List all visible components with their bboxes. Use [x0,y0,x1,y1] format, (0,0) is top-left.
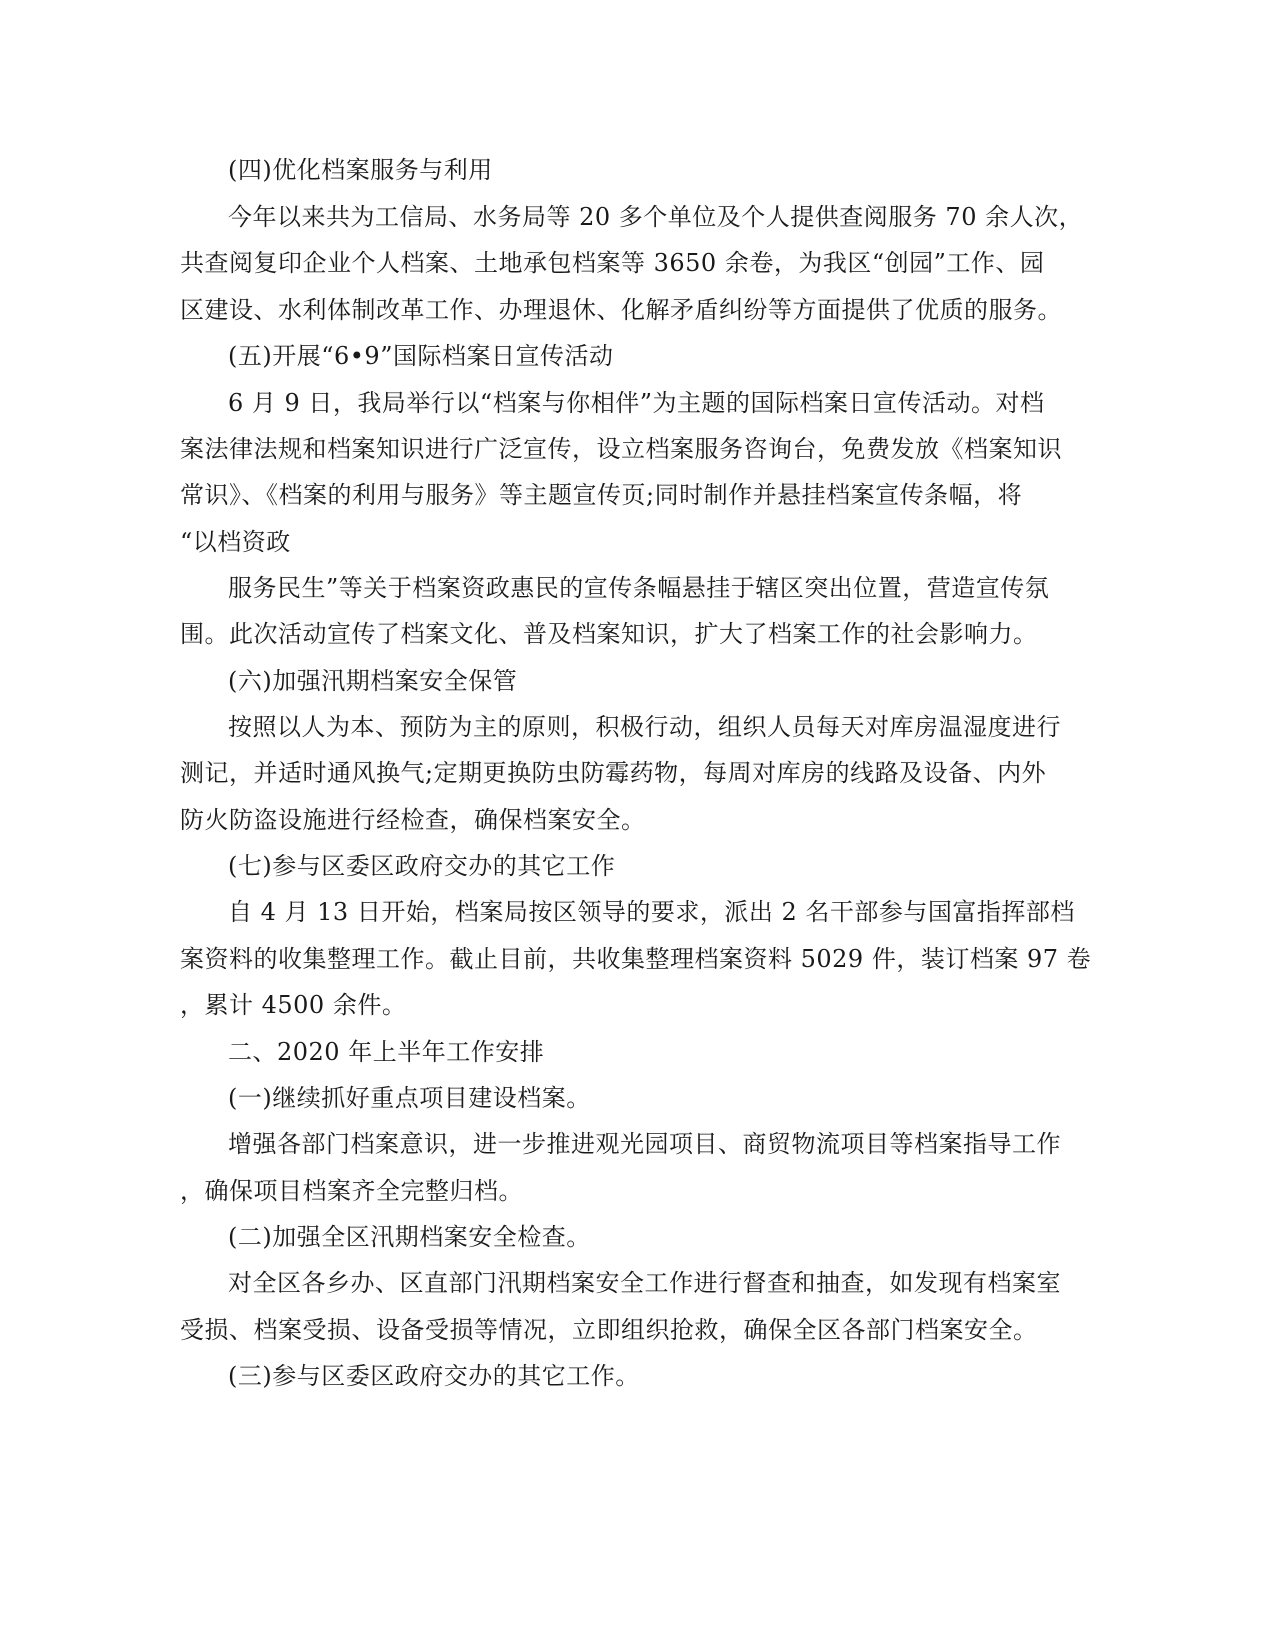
paragraph-line: 今年以来共为工信局、水务局等 20 多个单位及个人提供查阅服务 70 余人次， [228,203,1084,231]
paragraph-line: 增强各部门档案意识，进一步推进观光园项目、商贸物流项目等档案指导工作 [228,1130,1061,1158]
paragraph-line: 自 4 月 13 日开始，档案局按区领导的要求，派出 2 名干部参与国富指挥部档 [228,898,1075,926]
paragraph-line: 对全区各乡办、区直部门汛期档案安全工作进行督查和抽查，如发现有档案室 [228,1269,1061,1297]
paragraph-line: 区建设、水利体制改革工作、办理退休、化解矛盾纠纷等方面提供了优质的服务。 [180,296,1062,324]
paragraph-line: 防火防盗设施进行经检查，确保档案安全。 [180,806,646,834]
section-heading: (三)参与区委区政府交办的其它工作。 [228,1362,640,1390]
paragraph-line: 测记，并适时通风换气;定期更换防虫防霉药物，每周对库房的线路及设备、内外 [180,759,1047,787]
section-heading: (一)继续抓好重点项目建设档案。 [228,1084,591,1112]
paragraph-line: ，累计 4500 余件。 [180,991,407,1019]
paragraph-line: 共查阅复印企业个人档案、土地承包档案等 3650 余卷，为我区“创园”工作、园 [180,249,1045,277]
paragraph-line: 案资料的收集整理工作。截止目前，共收集整理档案资料 5029 件，装订档案 97 卷 [180,945,1092,973]
section-heading: (五)开展“6•9”国际档案日宣传活动 [228,342,614,370]
paragraph-line: “以档资政 [180,528,291,556]
paragraph-line: 6 月 9 日，我局举行以“档案与你相伴”为主题的国际档案日宣传活动。对档 [228,389,1045,417]
paragraph-line: 按照以人为本、预防为主的原则，积极行动，组织人员每天对库房温湿度进行 [228,713,1061,741]
section-heading: (四)优化档案服务与利用 [228,156,493,184]
section-heading: (六)加强汛期档案安全保管 [228,667,518,695]
section-heading: (二)加强全区汛期档案安全检查。 [228,1223,591,1251]
paragraph-line: 受损、档案受损、设备受损等情况，立即组织抢救，确保全区各部门档案安全。 [180,1316,1038,1344]
paragraph-line: 服务民生”等关于档案资政惠民的宣传条幅悬挂于辖区突出位置，营造宣传氛 [228,574,1050,602]
paragraph-line: 围。此次活动宣传了档案文化、普及档案知识，扩大了档案工作的社会影响力。 [180,620,1038,648]
section-heading: 二、2020 年上半年工作安排 [228,1038,545,1066]
paragraph-line: 常识》、《档案的利用与服务》等主题宣传页;同时制作并悬挂档案宣传条幅，将 [180,481,1023,509]
section-heading: (七)参与区委区政府交办的其它工作 [228,852,616,880]
paragraph-line: ，确保项目档案齐全完整归档。 [180,1177,523,1205]
paragraph-line: 案法律法规和档案知识进行广泛宣传，设立档案服务咨询台，免费发放《档案知识 [180,435,1062,463]
